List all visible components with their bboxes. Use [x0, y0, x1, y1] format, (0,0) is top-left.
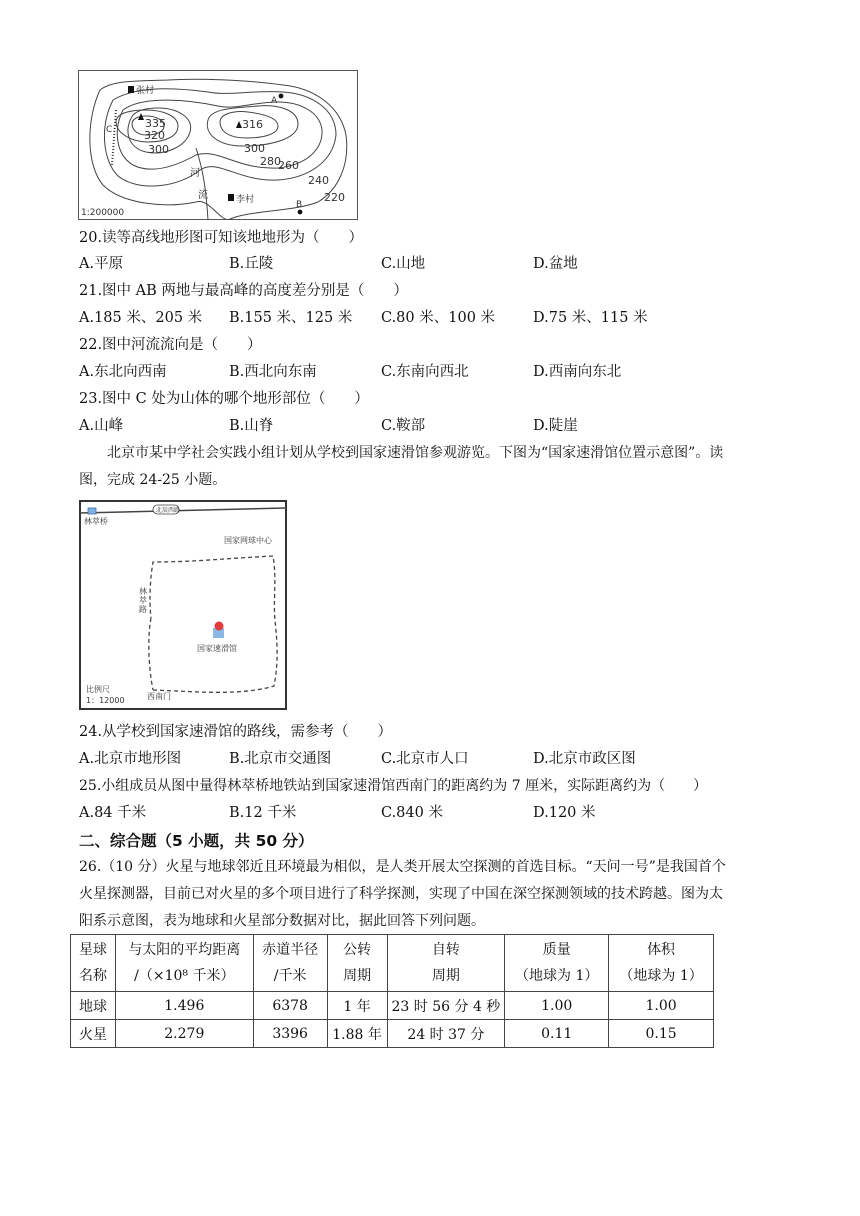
point-b-marker: [298, 210, 303, 215]
q20-stem: 20.读等高线地形图可知该地地形为（ ）: [79, 230, 364, 246]
scale-caption: 比例尺: [86, 685, 110, 694]
point-a-marker: [279, 94, 284, 99]
table-cell: 6378: [253, 992, 327, 1020]
licun-marker: [228, 194, 234, 201]
q21-stem: 21.图中 AB 两地与最高峰的高度差分别是（ ）: [79, 283, 408, 299]
table-cell: 1.496: [115, 992, 253, 1020]
licun-label: 李村: [236, 195, 255, 205]
q24-option-c: C.北京市人口: [381, 751, 469, 767]
header-cell: 赤道半径 /千米: [253, 935, 327, 992]
q22-option-d: D.西南向东北: [533, 364, 622, 380]
station-icon: [88, 508, 96, 514]
q24-option-a: A.北京市地形图: [79, 751, 182, 767]
point-b-label: B: [296, 200, 303, 210]
q24-option-b: B.北京市交通图: [229, 751, 332, 767]
q20-option-c: C.山地: [381, 256, 426, 272]
q23-option-c: C.鞍部: [381, 418, 426, 434]
venue-map: [79, 500, 287, 710]
table-cell: 1.88 年: [327, 1020, 387, 1048]
section2-heading: 二、综合题（5 小题，共 50 分）: [79, 832, 314, 850]
intro-24-25-line1: 北京市某中学社会实践小组计划从学校到国家速滑馆参观游览。下图为“国家速滑馆位置示意图”。读: [107, 445, 724, 461]
road-sign-label: 北辰西路: [156, 507, 181, 514]
table-header-row: [71, 935, 714, 992]
table-cell: 火星: [71, 1020, 116, 1048]
q22-option-c: C.东南向西北: [381, 364, 469, 380]
contour-300-label-left: 300: [148, 143, 169, 156]
point-c-label: C: [106, 125, 113, 135]
table-cell: 1.00: [609, 992, 714, 1020]
table-cell: 24 时 37 分: [387, 1020, 505, 1048]
q20-option-a: A.平原: [79, 256, 124, 272]
zhangcun-marker: [128, 86, 134, 93]
q22-option-a: A.东北向西南: [79, 364, 167, 380]
q24-stem: 24.从学校到国家速滑馆的路线，需参考（ ）: [79, 724, 393, 740]
contour-320-label: 320: [144, 129, 165, 142]
contour-300-label-right: 300: [244, 142, 265, 155]
point-a-label: A: [271, 96, 278, 106]
station-label: 林萃桥: [84, 517, 108, 526]
table-cell: 23 时 56 分 4 秒: [387, 992, 505, 1020]
table-cell: 0.11: [505, 1020, 609, 1048]
q23-stem: 23.图中 C 处为山体的哪个地形部位（ ）: [79, 391, 369, 407]
header-cell: 质量 （地球为 1）: [505, 935, 609, 992]
tennis-center-label: 国家网球中心: [224, 536, 272, 545]
q23-option-a: A.山峰: [79, 418, 124, 434]
q20-option-d: D.盆地: [533, 256, 578, 272]
q21-option-a: A.185 米、205 米: [79, 310, 203, 326]
southwest-gate-label: 西南门: [147, 692, 171, 701]
q24-option-d: D.北京市政区图: [533, 751, 636, 767]
header-cell: 自转 周期: [387, 935, 505, 992]
q25-option-b: B.12 千米: [229, 805, 297, 821]
contour-260-label: 260: [278, 159, 299, 172]
table-cell: 0.15: [609, 1020, 714, 1048]
table-cell: 2.279: [115, 1020, 253, 1048]
planet-data-table: [70, 934, 714, 1048]
table-row: [71, 992, 714, 1020]
header-cell: 公转 周期: [327, 935, 387, 992]
contour-240-label: 240: [308, 174, 329, 187]
q21-option-d: D.75 米、115 米: [533, 310, 648, 326]
table-cell: 1.00: [505, 992, 609, 1020]
header-cell: 星球 名称: [71, 935, 116, 992]
q25-option-d: D.120 米: [533, 805, 596, 821]
peak1-label: 335: [145, 117, 166, 130]
road-label-1: 林: [139, 587, 147, 596]
contour-220-label: 220: [324, 191, 345, 204]
river-label-2: 流: [198, 190, 208, 201]
q20-option-b: B.丘陵: [229, 256, 274, 272]
table-cell: 地球: [71, 992, 116, 1020]
q26-line1: 26.（10 分）火星与地球邻近且环境最为相似，是人类开展太空探测的首选目标。“天问一号”是我国首个: [79, 859, 726, 875]
road-label-3: 路: [139, 605, 147, 614]
q23-option-b: B.山脊: [229, 418, 274, 434]
intro-24-25-line2: 图，完成 24-25 小题。: [79, 472, 227, 488]
q25-stem: 25.小组成员从图中量得林萃桥地铁站到国家速滑馆西南门的距离约为 7 厘米，实际距离约为（ ）: [79, 778, 708, 794]
q22-option-b: B.西北向东南: [229, 364, 317, 380]
zhangcun-label: 张村: [136, 86, 155, 96]
contour-map: [78, 70, 358, 220]
venue-label: 国家速滑馆: [197, 644, 237, 653]
q23-option-d: D.陡崖: [533, 418, 578, 434]
scale-label: 1:200000: [81, 208, 125, 218]
venue-pin-icon: [215, 622, 224, 631]
q21-option-c: C.80 米、100 米: [381, 310, 496, 326]
q25-option-c: C.840 米: [381, 805, 443, 821]
table-cell: 3396: [253, 1020, 327, 1048]
header-cell: 与太阳的平均距离 /（×10⁸ 千米）: [115, 935, 253, 992]
q26-line3: 阳系示意图，表为地球和火星部分数据对比，据此回答下列问题。: [79, 913, 485, 929]
q26-line2: 火星探测器，目前已对火星的多个项目进行了科学探测，实现了中国在深空探测领域的技术跨越。图为太: [79, 886, 723, 902]
table-cell: 1 年: [327, 992, 387, 1020]
q22-stem: 22.图中河流流向是（ ）: [79, 337, 262, 353]
scale-value: 1：12000: [86, 696, 125, 705]
road-label-2: 萃: [139, 596, 147, 605]
river-label-1: 河: [190, 168, 200, 179]
header-cell: 体积 （地球为 1）: [609, 935, 714, 992]
contour-280-label: 280: [260, 155, 281, 168]
peak2-label: 316: [242, 118, 263, 131]
q21-option-b: B.155 米、125 米: [229, 310, 353, 326]
q25-option-a: A.84 千米: [79, 805, 147, 821]
table-row: [71, 1020, 714, 1048]
